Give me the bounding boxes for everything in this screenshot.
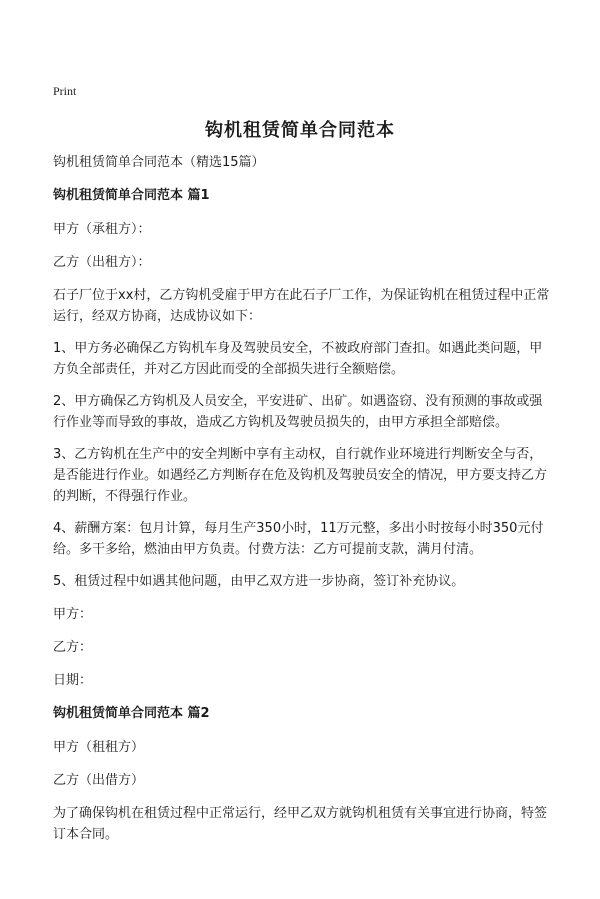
document-body: [53, 152, 553, 857]
print-label: Print: [53, 84, 77, 98]
clause-4: 4、薪酬方案：包月计算，每月生产350小时，11万元整，多出小时按每小时350元付给。多干多给，燃油由甲方负责。付费方法：乙方可提前支款，满月付清。: [53, 521, 544, 557]
document-title: 钩机租赁简单合同范本: [205, 120, 395, 141]
party-b-line-2: 乙方（出借方）: [53, 773, 145, 788]
party-a-line-2: 甲方（租租方）: [53, 740, 145, 755]
party-a-line: 甲方（承租方）：: [53, 222, 151, 237]
intro-paragraph-2: 为了确保钩机在租赁过程中正常运行，经甲乙双方就钩机租赁有关事宜进行协商，特签订本合同。: [53, 806, 548, 842]
clause-5: 5、租赁过程中如遇其他问题，由甲乙双方进一步协商，签订补充协议。: [53, 574, 465, 589]
signature-date: 日期：: [53, 673, 93, 688]
document-subtitle: 钩机租赁简单合同范本（精选15篇）: [53, 155, 265, 170]
intro-paragraph: 石子厂位于xx村，乙方钩机受雇于甲方在此石子厂工作，为保证钩机在租赁过程中正常运行，经双方协商，达成协议如下：: [53, 288, 550, 324]
section-heading-2: 钩机租赁简单合同范本 篇2: [53, 706, 210, 721]
clause-1: 1、甲方务必确保乙方钩机车身及驾驶员安全，不被政府部门查扣。如遇此类问题，甲方负全部责任，并对乙方因此而受的全部损失进行全额赔偿。: [53, 341, 543, 377]
party-b-line: 乙方（出租方）：: [53, 255, 151, 270]
section-heading-1: 钩机租赁简单合同范本 篇1: [53, 188, 210, 203]
clause-2: 2、甲方确保乙方钩机及人员安全，平安进矿、出矿。如遇盗窃、没有预测的事故或强行作业等而导致的事故，造成乙方钩机及驾驶员损失的，由甲方承担全部赔偿。: [53, 394, 543, 430]
clause-3: 3、乙方钩机在生产中的安全判断中享有主动权，自行就作业环境进行判断安全与否，是否能进行作业。如遇经乙方判断存在危及钩机及驾驶员安全的情况，甲方要支持乙方的判断，不得强行作业。: [53, 447, 548, 504]
signature-party-a: 甲方：: [53, 607, 93, 622]
signature-party-b: 乙方：: [53, 640, 93, 655]
